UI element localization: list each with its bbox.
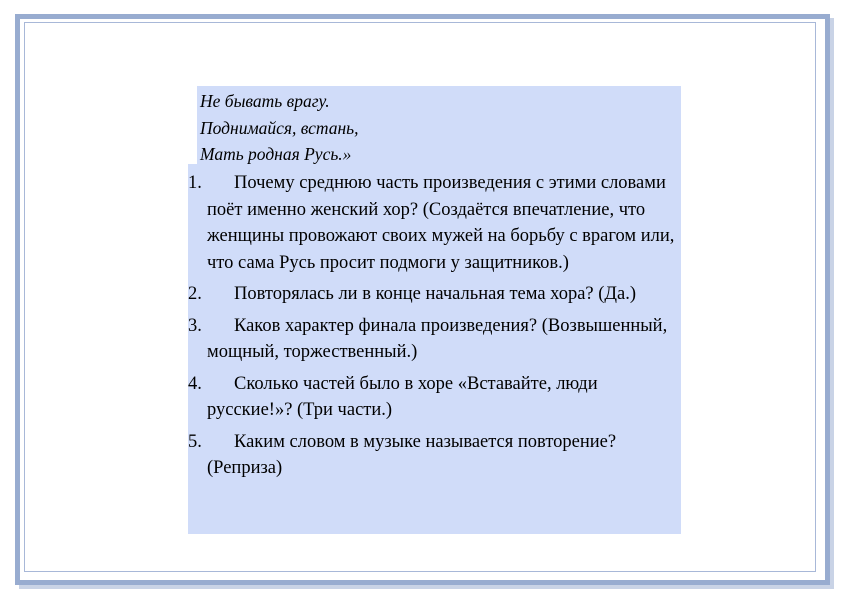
question-number: 1. (188, 173, 202, 193)
poem-line: Мать родная Русь.» (200, 144, 352, 164)
question-text: Повторялась ли в конце начальная тема хора? (Да.) (234, 284, 637, 304)
question-text: Сколько частей было в хоре «Вставайте, люди русские!»? (Три части.) (207, 373, 598, 420)
question-text: Каким словом в музыке называется повторение? (Реприза) (207, 431, 617, 478)
question-number: 3. (188, 315, 202, 336)
question-text: Почему среднюю часть произведения с этими словами поёт именно женский хор? (Создаётся впечатление, что женщины провожают своих мужей на борьбу с врагом или, что сама Русь просит подмоги у защитников.) (207, 173, 675, 273)
poem-line: Поднимайся, встань, (200, 117, 359, 138)
question-item (188, 371, 681, 424)
question-number: 5. (188, 431, 202, 452)
question-item (188, 429, 681, 482)
question-text: Каков характер финала произведения? (Возвышенный, мощный, торжественный.) (207, 315, 668, 362)
question-item (188, 313, 681, 366)
question-number: 2. (188, 284, 202, 304)
poem-line: Не бывать врагу. (200, 91, 330, 111)
poem-block (197, 86, 681, 164)
question-list (188, 164, 681, 534)
question-item (188, 170, 681, 276)
question-item (188, 281, 681, 308)
question-number: 4. (188, 373, 202, 394)
